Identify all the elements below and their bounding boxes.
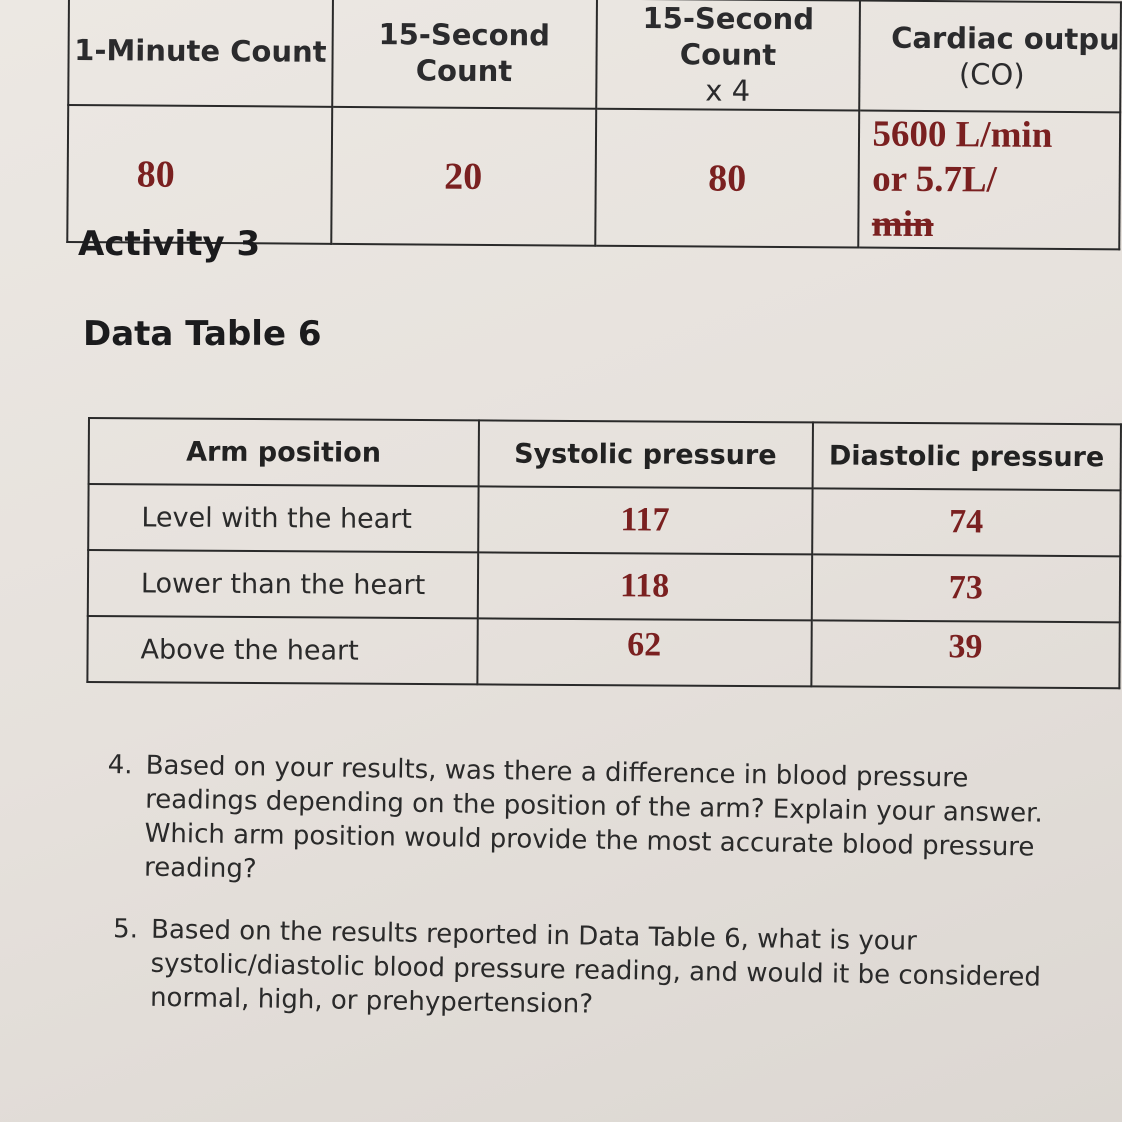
- row-lower-position: Lower than the heart: [88, 550, 478, 618]
- data-table-6: [86, 417, 1122, 689]
- table-header-row: [68, 0, 1121, 112]
- value-fifteen-x4: 80: [595, 109, 860, 248]
- row-above-systolic: 62: [477, 618, 811, 686]
- header-fifteen-second-x4-line1: 15-Second Count: [642, 1, 815, 72]
- value-one-minute: 80: [67, 105, 332, 244]
- question-5-number: 5.: [112, 914, 139, 945]
- question-4-text: Based on your results, was there a difference in blood pressure readings depending on the position of the arm? Explain your answer. Which arm position would provide the most accurate blood pressure reading?: [143, 750, 1043, 885]
- header-one-minute-count: 1-Minute Count: [68, 0, 332, 107]
- co-line1: 5600 L/min: [872, 113, 1053, 156]
- table-row: [87, 616, 1119, 688]
- cardiac-output-table: [66, 0, 1122, 250]
- value-cardiac-output: [859, 111, 1121, 250]
- row-lower-systolic: 118: [477, 552, 811, 620]
- co-line3: min: [871, 203, 934, 246]
- question-4-number: 4.: [107, 749, 133, 781]
- header-cardiac-output: [860, 1, 1121, 113]
- header-fifteen-second-x4: [596, 0, 861, 111]
- table-heading: Data Table 6: [83, 314, 322, 354]
- header-cardiac-output-line1: Cardiac outpu: [891, 20, 1120, 57]
- header-cardiac-output-line2: (CO): [958, 57, 1025, 92]
- header-arm-position: Arm position: [89, 418, 479, 486]
- row-level-diastolic: 74: [812, 488, 1121, 556]
- activity-heading: Activity 3: [78, 224, 261, 264]
- row-lower-diastolic: 73: [811, 554, 1120, 622]
- header-fifteen-second-x4-line2: x 4: [705, 73, 751, 108]
- header-systolic: Systolic pressure: [478, 420, 812, 488]
- row-level-systolic: 117: [478, 486, 812, 554]
- co-line2: or 5.7L/: [872, 158, 998, 201]
- value-fifteen-second: 20: [331, 107, 596, 246]
- row-level-position: Level with the heart: [88, 484, 478, 552]
- row-above-diastolic: 39: [811, 620, 1120, 688]
- table-header-row: [89, 418, 1121, 490]
- header-diastolic: Diastolic pressure: [812, 422, 1121, 490]
- table-row: [88, 484, 1120, 556]
- question-5: [112, 912, 1065, 1029]
- question-4: [106, 748, 1068, 899]
- header-fifteen-second-count: 15-Second Count: [332, 0, 597, 109]
- question-5-text: Based on the results reported in Data Table 6, what is your systolic/diastolic blood pressure reading, and would it be considered normal, high, or prehypertension?: [149, 914, 1042, 1020]
- row-above-position: Above the heart: [87, 616, 477, 684]
- questions-list: [103, 748, 1067, 1057]
- table-row: [88, 550, 1120, 622]
